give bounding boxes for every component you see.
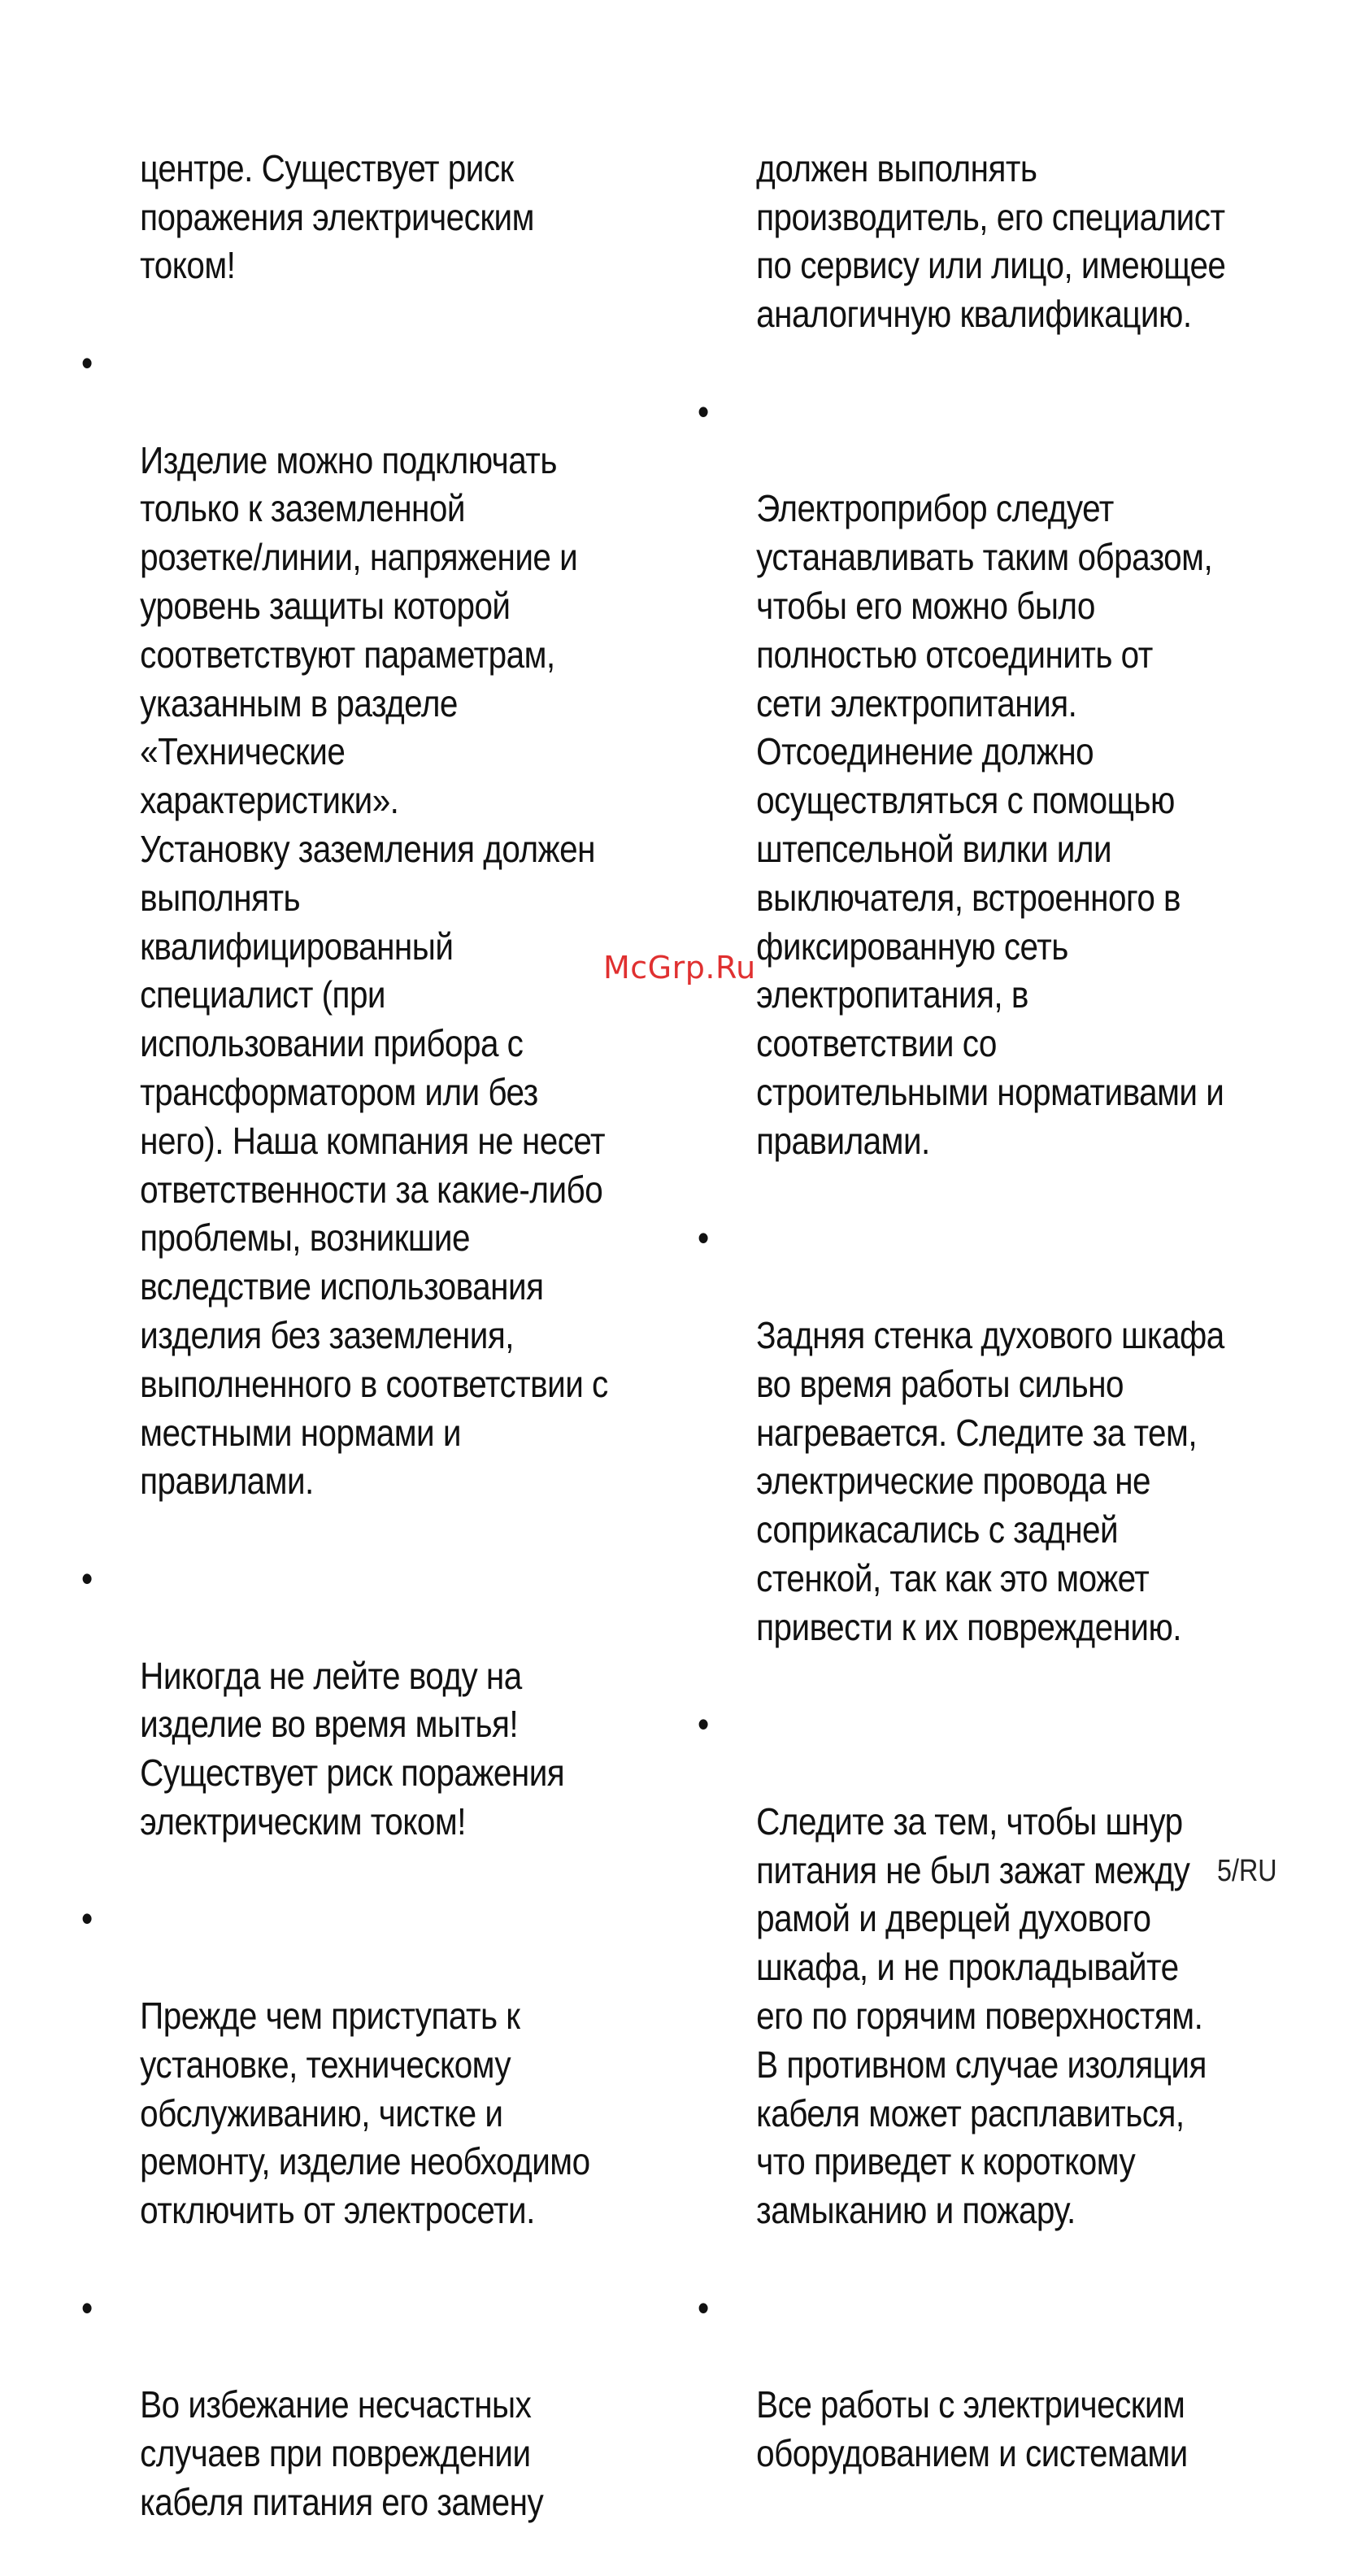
list-item-text: Прежде чем приступать к установке, техническому обслуживанию, чистке и ремонту, изделие необходимо отключить от электросети.: [140, 1995, 590, 2232]
list-item: [698, 388, 1228, 1215]
page-number: 5/RU: [1217, 1854, 1277, 1888]
bullet-icon: •: [698, 2286, 709, 2329]
list-item-text: Задняя стенка духового шкафа во время работы сильно нагревается. Следите за тем, электрические провода не соприкасались с задней стенкой, так как это может привести к их повреждению.: [756, 1313, 1224, 1648]
left-column: [81, 96, 618, 2576]
bullet-icon: •: [698, 1703, 709, 1746]
bullet-icon: •: [81, 1556, 93, 1599]
list-item-text: Во избежание несчастных случаев при повреждении кабеля питания его замену: [140, 2383, 544, 2524]
paragraph-text: центре. Существует риск поражения электрическим током!: [140, 146, 534, 287]
list-item-text: Следите за тем, чтобы шнур питания не был зажат между рамой и дверцей духового шкафа, и не прокладывайте его по горячим поверхностям. В противном случае изоляция кабеля может расплавиться, что приведет к короткому замыканию и пожару.: [756, 1799, 1207, 2232]
bullet-icon: •: [698, 389, 709, 433]
bullet-icon: •: [81, 1897, 93, 1940]
list-item: [698, 2284, 1228, 2527]
bullet-icon: •: [81, 341, 93, 384]
right-continuation-paragraph: [698, 96, 1228, 388]
list-item: [81, 339, 612, 1555]
list-item-text: Изделие можно подключать только к заземленной розетке/линии, напряжение и уровень защиты которой соответствуют параметрам, указанным в разделе «Технические характеристики». Установку заземления должен выполнять квалифицированный специалист (при использовании прибора с трансформатором или без него). Наша компания не несет ответственности за какие-либо проблемы, возникшие вследствие использования изделия без заземления, выполненного в соответствии с местными нормами и правилами.: [140, 438, 608, 1503]
watermark-text: McGrp.Ru: [603, 950, 756, 986]
list-item-text: Все работы с электрическим оборудованием и системами: [756, 2383, 1188, 2475]
list-item: [81, 1555, 612, 1895]
bullet-icon: •: [81, 2286, 93, 2329]
list-item: [698, 1214, 1228, 1700]
list-item: [81, 2284, 612, 2576]
bullet-icon: •: [698, 1216, 709, 1260]
left-continuation-paragraph: [81, 96, 612, 339]
list-item-text: Электроприбор следует устанавливать таким образом, чтобы его можно было полностью отсоединить от сети электропитания. Отсоединение должно осуществляться с помощью штепсельной вилки или выключателя, встроенного в фиксированную сеть электропитания, в соответствии со строительными нормативами и правилами.: [756, 487, 1224, 1162]
list-item: [81, 1895, 612, 2283]
list-item-text: Никогда не лейте воду на изделие во время мытья! Существует риск поражения электрическим током!: [140, 1654, 565, 1843]
right-column: [698, 96, 1234, 2527]
list-item: [698, 1700, 1228, 2284]
paragraph-text: должен выполнять производитель, его специалист по сервису или лицо, имеющее аналогичную квалификацию.: [756, 146, 1226, 336]
